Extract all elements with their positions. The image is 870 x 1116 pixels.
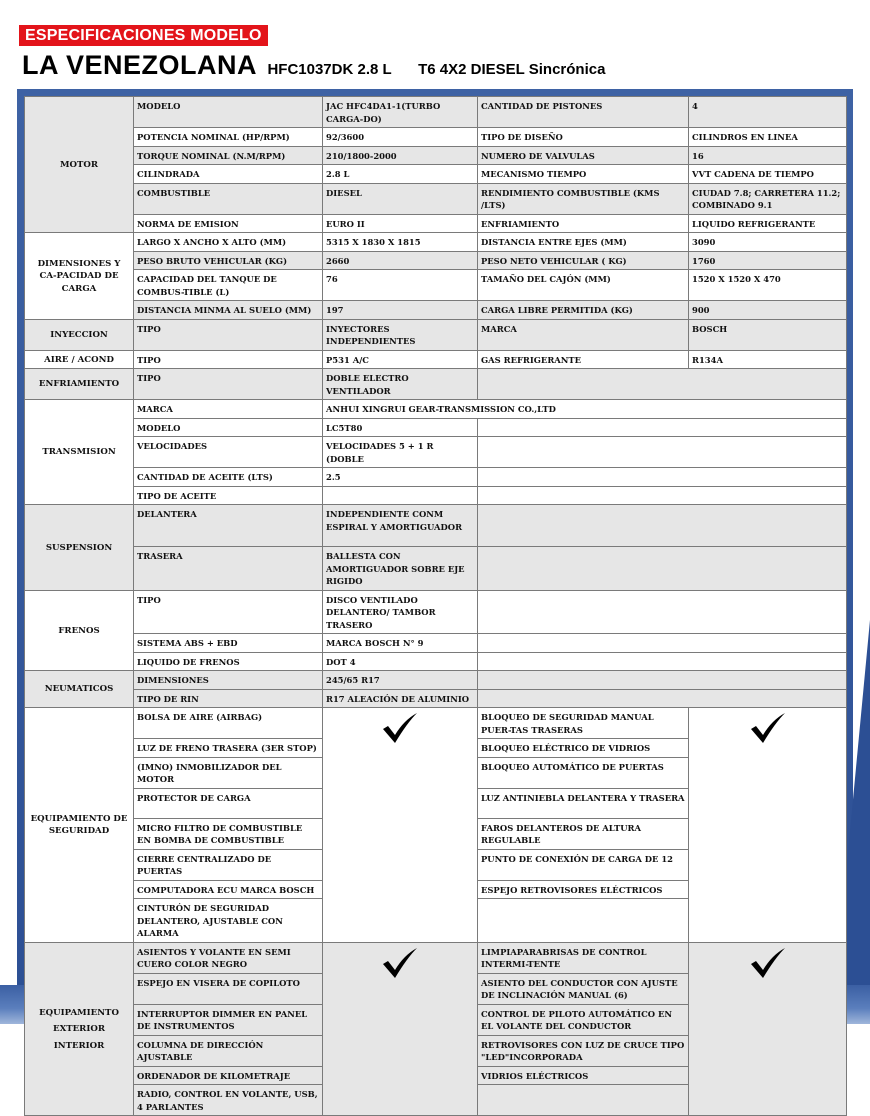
checkmark-icon — [748, 946, 788, 980]
spec-label: TAMAÑO DEL CAJÓN (MM) — [478, 270, 689, 301]
spec-label: RENDIMIENTO COMBUSTIBLE (KMS /LTS) — [478, 183, 689, 214]
feature-item — [478, 899, 689, 943]
spec-value: P531 A/C — [323, 350, 478, 369]
feature-item: ESPEJO RETROVISORES ELÉCTRICOS — [478, 880, 689, 899]
table-row — [25, 301, 847, 320]
spec-label: DIMENSIONES — [134, 671, 323, 690]
feature-item: COLUMNA DE DIRECCIÓN AJUSTABLE — [134, 1035, 323, 1066]
spec-label: DELANTERA — [134, 505, 323, 547]
empty-cell — [478, 468, 847, 487]
table-row — [25, 146, 847, 165]
model-spec: T6 4X2 DIESEL Sincrónica — [418, 61, 606, 78]
table-row — [25, 486, 847, 505]
group-transmision: TRANSMISION — [25, 400, 134, 505]
empty-cell — [478, 547, 847, 591]
spec-label: PESO NETO VEHICULAR ( KG) — [478, 251, 689, 270]
spec-label: LIQUIDO DE FRENOS — [134, 652, 323, 671]
table-row — [25, 418, 847, 437]
table-row — [25, 369, 847, 400]
spec-value: VVT CADENA DE TIEMPO — [689, 165, 847, 184]
feature-item: LUZ ANTINIEBLA DELANTERA Y TRASERA — [478, 788, 689, 818]
feature-item: MICRO FILTRO DE COMBUSTIBLE EN BOMBA DE COMBUSTIBLE — [134, 818, 323, 849]
feature-item: BLOQUEO DE SEGURIDAD MANUAL PUER-TAS TRASERAS — [478, 708, 689, 739]
table-row — [25, 942, 847, 973]
group-exterior-interior — [25, 942, 134, 1116]
spec-value: 2660 — [323, 251, 478, 270]
spec-label: TORQUE NOMINAL (N.M/RPM) — [134, 146, 323, 165]
empty-cell — [478, 418, 847, 437]
group-seguridad: EQUIPAMIENTO DE SEGURIDAD — [25, 708, 134, 943]
spec-label: MODELO — [134, 418, 323, 437]
group-suspension: SUSPENSION — [25, 505, 134, 591]
spec-label: GAS REFRIGERANTE — [478, 350, 689, 369]
spec-label: MARCA — [134, 400, 323, 419]
spec-value: DOT 4 — [323, 652, 478, 671]
spec-label: TIPO DE DISEÑO — [478, 128, 689, 147]
spec-label: MECANISMO TIEMPO — [478, 165, 689, 184]
group-label: EXTERIOR — [53, 1024, 105, 1034]
table-row — [25, 689, 847, 708]
group-label: INTERIOR — [53, 1040, 105, 1051]
checkmark-cell — [689, 942, 847, 1116]
table-row — [25, 671, 847, 690]
spec-value: 76 — [323, 270, 478, 301]
spec-value: 900 — [689, 301, 847, 320]
spec-label: POTENCIA NOMINAL (HP/RPM) — [134, 128, 323, 147]
spec-label: TRASERA — [134, 547, 323, 591]
feature-item: ORDENADOR DE KILOMETRAJE — [134, 1066, 323, 1085]
spec-value: 245/65 R17 — [323, 671, 478, 690]
feature-item: COMPUTADORA ECU MARCA BOSCH — [134, 880, 323, 899]
feature-item: CIERRE CENTRALIZADO DE PUERTAS — [134, 849, 323, 880]
checkmark-icon — [380, 946, 420, 980]
spec-value: 3090 — [689, 233, 847, 252]
feature-item: VIDRIOS ELÉCTRICOS — [478, 1066, 689, 1085]
spec-value: INYECTORES INDEPENDIENTES — [323, 319, 478, 350]
feature-item: (IMNO) INMOBILIZADOR DEL MOTOR — [134, 757, 323, 788]
table-row — [25, 350, 847, 369]
empty-cell — [478, 634, 847, 653]
spec-label: DISTANCIA ENTRE EJES (MM) — [478, 233, 689, 252]
empty-cell — [478, 369, 847, 400]
spec-value: R17 ALEACIÓN DE ALUMINIO — [323, 689, 478, 708]
spec-label: CANTIDAD DE ACEITE (LTS) — [134, 468, 323, 487]
spec-value: 16 — [689, 146, 847, 165]
spec-value: LIQUIDO REFRIGERANTE — [689, 214, 847, 233]
table-row — [25, 128, 847, 147]
spec-label: MARCA — [478, 319, 689, 350]
spec-value: EURO II — [323, 214, 478, 233]
spec-value: INDEPENDIENTE CONM ESPIRAL Y AMORTIGUADOR — [323, 505, 478, 547]
spec-label: LARGO X ANCHO X ALTO (MM) — [134, 233, 323, 252]
spec-label: CAPACIDAD DEL TANQUE DE COMBUS-TIBLE (L) — [134, 270, 323, 301]
checkmark-cell — [689, 708, 847, 943]
table-row — [25, 214, 847, 233]
page-title — [22, 50, 605, 81]
spec-value: 92/3600 — [323, 128, 478, 147]
spec-value: DISCO VENTILADO DELANTERO/ TAMBOR TRASERO — [323, 590, 478, 634]
spec-label: TIPO — [134, 350, 323, 369]
spec-label: COMBUSTIBLE — [134, 183, 323, 214]
feature-item: ASIENTO DEL CONDUCTOR CON AJUSTE DE INCLINACIÓN MANUAL (6) — [478, 973, 689, 1004]
spec-value: 197 — [323, 301, 478, 320]
feature-item: LIMPIAPARABRISAS DE CONTROL INTERMI-TENTE — [478, 942, 689, 973]
spec-label: DISTANCIA MINMA AL SUELO (MM) — [134, 301, 323, 320]
spec-value: CILINDROS EN LINEA — [689, 128, 847, 147]
spec-label: CANTIDAD DE PISTONES — [478, 97, 689, 128]
spec-value: BALLESTA CON AMORTIGUADOR SOBRE EJE RIGIDO — [323, 547, 478, 591]
spec-label: ENFRIAMIENTO — [478, 214, 689, 233]
spec-label: CILINDRADA — [134, 165, 323, 184]
spec-label: TIPO — [134, 319, 323, 350]
empty-cell — [478, 671, 847, 690]
spec-value — [323, 486, 478, 505]
table-row — [25, 400, 847, 419]
table-row — [25, 634, 847, 653]
spec-value: CIUDAD 7.8; CARRETERA 11.2; COMBINADO 9.1 — [689, 183, 847, 214]
feature-item: ESPEJO EN VISERA DE COPILOTO — [134, 973, 323, 1004]
feature-item: LUZ DE FRENO TRASERA (3ER STOP) — [134, 739, 323, 758]
group-frenos: FRENOS — [25, 590, 134, 671]
spec-value: 1760 — [689, 251, 847, 270]
feature-item: CINTURÓN DE SEGURIDAD DELANTERO, AJUSTABLE CON ALARMA — [134, 899, 323, 943]
table-row — [25, 652, 847, 671]
empty-cell — [478, 437, 847, 468]
spec-value: 1520 X 1520 X 470 — [689, 270, 847, 301]
spec-label: NORMA DE EMISION — [134, 214, 323, 233]
spec-value: R134A — [689, 350, 847, 369]
group-enfriamiento: ENFRIAMIENTO — [25, 369, 134, 400]
feature-item: RADIO, CONTROL EN VOLANTE, USB, 4 PARLANTES — [134, 1085, 323, 1116]
feature-item: RETROVISORES CON LUZ DE CRUCE TIPO "LED"INCORPORADA — [478, 1035, 689, 1066]
group-aire: AIRE / ACOND — [25, 350, 134, 369]
empty-cell — [478, 590, 847, 634]
spec-label: SISTEMA ABS + EBD — [134, 634, 323, 653]
group-neumaticos: NEUMATICOS — [25, 671, 134, 708]
model-name: HFC1037DK 2.8 L — [267, 61, 392, 78]
empty-cell — [478, 486, 847, 505]
spec-label: TIPO — [134, 590, 323, 634]
spec-table — [24, 96, 847, 1116]
feature-item: ASIENTOS Y VOLANTE EN SEMI CUERO COLOR NEGRO — [134, 942, 323, 973]
feature-item: BLOQUEO AUTOMÁTICO DE PUERTAS — [478, 757, 689, 788]
group-dimensiones: DIMENSIONES Y CA-PACIDAD DE CARGA — [25, 233, 134, 320]
spec-value: 5315 X 1830 X 1815 — [323, 233, 478, 252]
table-row — [25, 708, 847, 739]
table-row — [25, 319, 847, 350]
group-motor: MOTOR — [25, 97, 134, 233]
table-row — [25, 468, 847, 487]
feature-item: BLOQUEO ELÉCTRICO DE VIDRIOS — [478, 739, 689, 758]
table-row — [25, 505, 847, 547]
table-row — [25, 547, 847, 591]
spec-value: 2.8 L — [323, 165, 478, 184]
spec-value: DOBLE ELECTRO VENTILADOR — [323, 369, 478, 400]
section-badge: ESPECIFICACIONES MODELO — [19, 25, 268, 46]
spec-label: VELOCIDADES — [134, 437, 323, 468]
spec-label: TIPO DE RIN — [134, 689, 323, 708]
table-row — [25, 183, 847, 214]
spec-value: JAC HFC4DA1-1(TURBO CARGA-DO) — [323, 97, 478, 128]
table-row — [25, 165, 847, 184]
table-row — [25, 97, 847, 128]
feature-item: PROTECTOR DE CARGA — [134, 788, 323, 818]
empty-cell — [478, 652, 847, 671]
spec-label: MODELO — [134, 97, 323, 128]
spec-value: MARCA BOSCH N° 9 — [323, 634, 478, 653]
table-row — [25, 233, 847, 252]
checkmark-cell — [323, 708, 478, 943]
spec-value: BOSCH — [689, 319, 847, 350]
group-inyeccion: INYECCION — [25, 319, 134, 350]
checkmark-icon — [748, 711, 788, 745]
spec-value: VELOCIDADES 5 + 1 R (DOBLE — [323, 437, 478, 468]
feature-item: BOLSA DE AIRE (AIRBAG) — [134, 708, 323, 739]
table-row — [25, 251, 847, 270]
spec-label: TIPO DE ACEITE — [134, 486, 323, 505]
checkmark-icon — [380, 711, 420, 745]
spec-value: 2.5 — [323, 468, 478, 487]
table-row — [25, 437, 847, 468]
spec-label: CARGA LIBRE PERMITIDA (KG) — [478, 301, 689, 320]
feature-item: PUNTO DE CONEXIÓN DE CARGA DE 12 — [478, 849, 689, 880]
spec-value: ANHUI XINGRUI GEAR-TRANSMISSION CO.,LTD — [323, 400, 847, 419]
group-label: EQUIPAMIENTO — [39, 1007, 119, 1018]
spec-label: NUMERO DE VALVULAS — [478, 146, 689, 165]
empty-cell — [478, 505, 847, 547]
feature-item: FAROS DELANTEROS DE ALTURA REGULABLE — [478, 818, 689, 849]
spec-label: TIPO — [134, 369, 323, 400]
feature-item: CONTROL DE PILOTO AUTOMÁTICO EN EL VOLANTE DEL CONDUCTOR — [478, 1004, 689, 1035]
spec-value: LC5T80 — [323, 418, 478, 437]
table-row — [25, 590, 847, 634]
table-row — [25, 270, 847, 301]
spec-value: DIESEL — [323, 183, 478, 214]
spec-value: 210/1800-2000 — [323, 146, 478, 165]
brand-name: LA VENEZOLANA — [22, 50, 257, 80]
checkmark-cell — [323, 942, 478, 1116]
feature-item: INTERRUPTOR DIMMER EN PANEL DE INSTRUMENTOS — [134, 1004, 323, 1035]
feature-item — [478, 1085, 689, 1116]
empty-cell — [478, 689, 847, 708]
spec-value: 4 — [689, 97, 847, 128]
spec-label: PESO BRUTO VEHICULAR (KG) — [134, 251, 323, 270]
